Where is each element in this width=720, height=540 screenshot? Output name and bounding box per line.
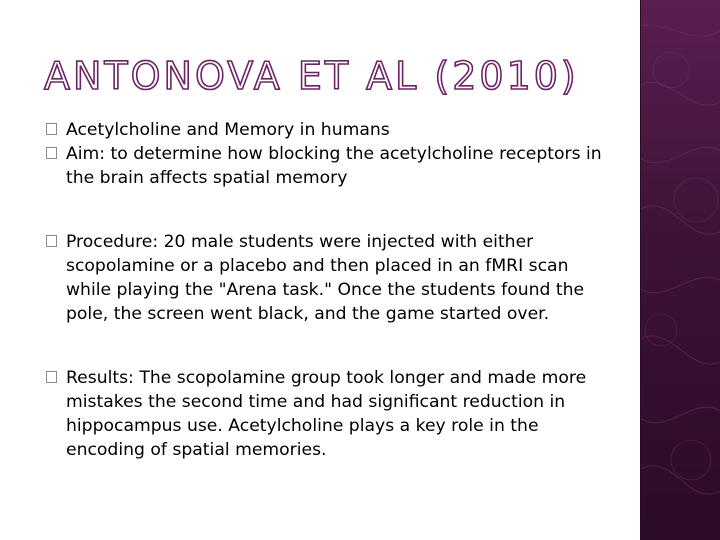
bullet-item bbox=[46, 118, 616, 142]
bullet-item bbox=[46, 142, 616, 190]
bullet-text: Acetylcholine and Memory in humans bbox=[66, 120, 390, 140]
square-bullet-icon bbox=[46, 235, 57, 247]
square-bullet-icon bbox=[46, 147, 57, 159]
bullet-item bbox=[46, 366, 616, 462]
bullet-item bbox=[46, 230, 616, 326]
square-bullet-icon bbox=[46, 123, 57, 135]
slide-title: ANTONOVA ET AL (2010) bbox=[44, 54, 579, 98]
bullet-text: Procedure: 20 male students were injected with either scopolamine or a placebo and then placed in an fMRI scan while playing the "Arena task." Once the students found the pole, the screen went black, and the game started over. bbox=[66, 232, 585, 324]
bullet-list bbox=[46, 118, 616, 462]
bullet-text: Aim: to determine how blocking the acetylcholine receptors in the brain affects spatial memory bbox=[66, 144, 602, 188]
bullet-text: Results: The scopolamine group took longer and made more mistakes the second time and had significant reduction in hippocampus use. Acetylcholine plays a key role in the encoding of spatial memories. bbox=[66, 368, 587, 460]
square-bullet-icon bbox=[46, 371, 57, 383]
decorative-swirl-pattern bbox=[641, 0, 720, 540]
decorative-side-panel bbox=[641, 0, 720, 540]
